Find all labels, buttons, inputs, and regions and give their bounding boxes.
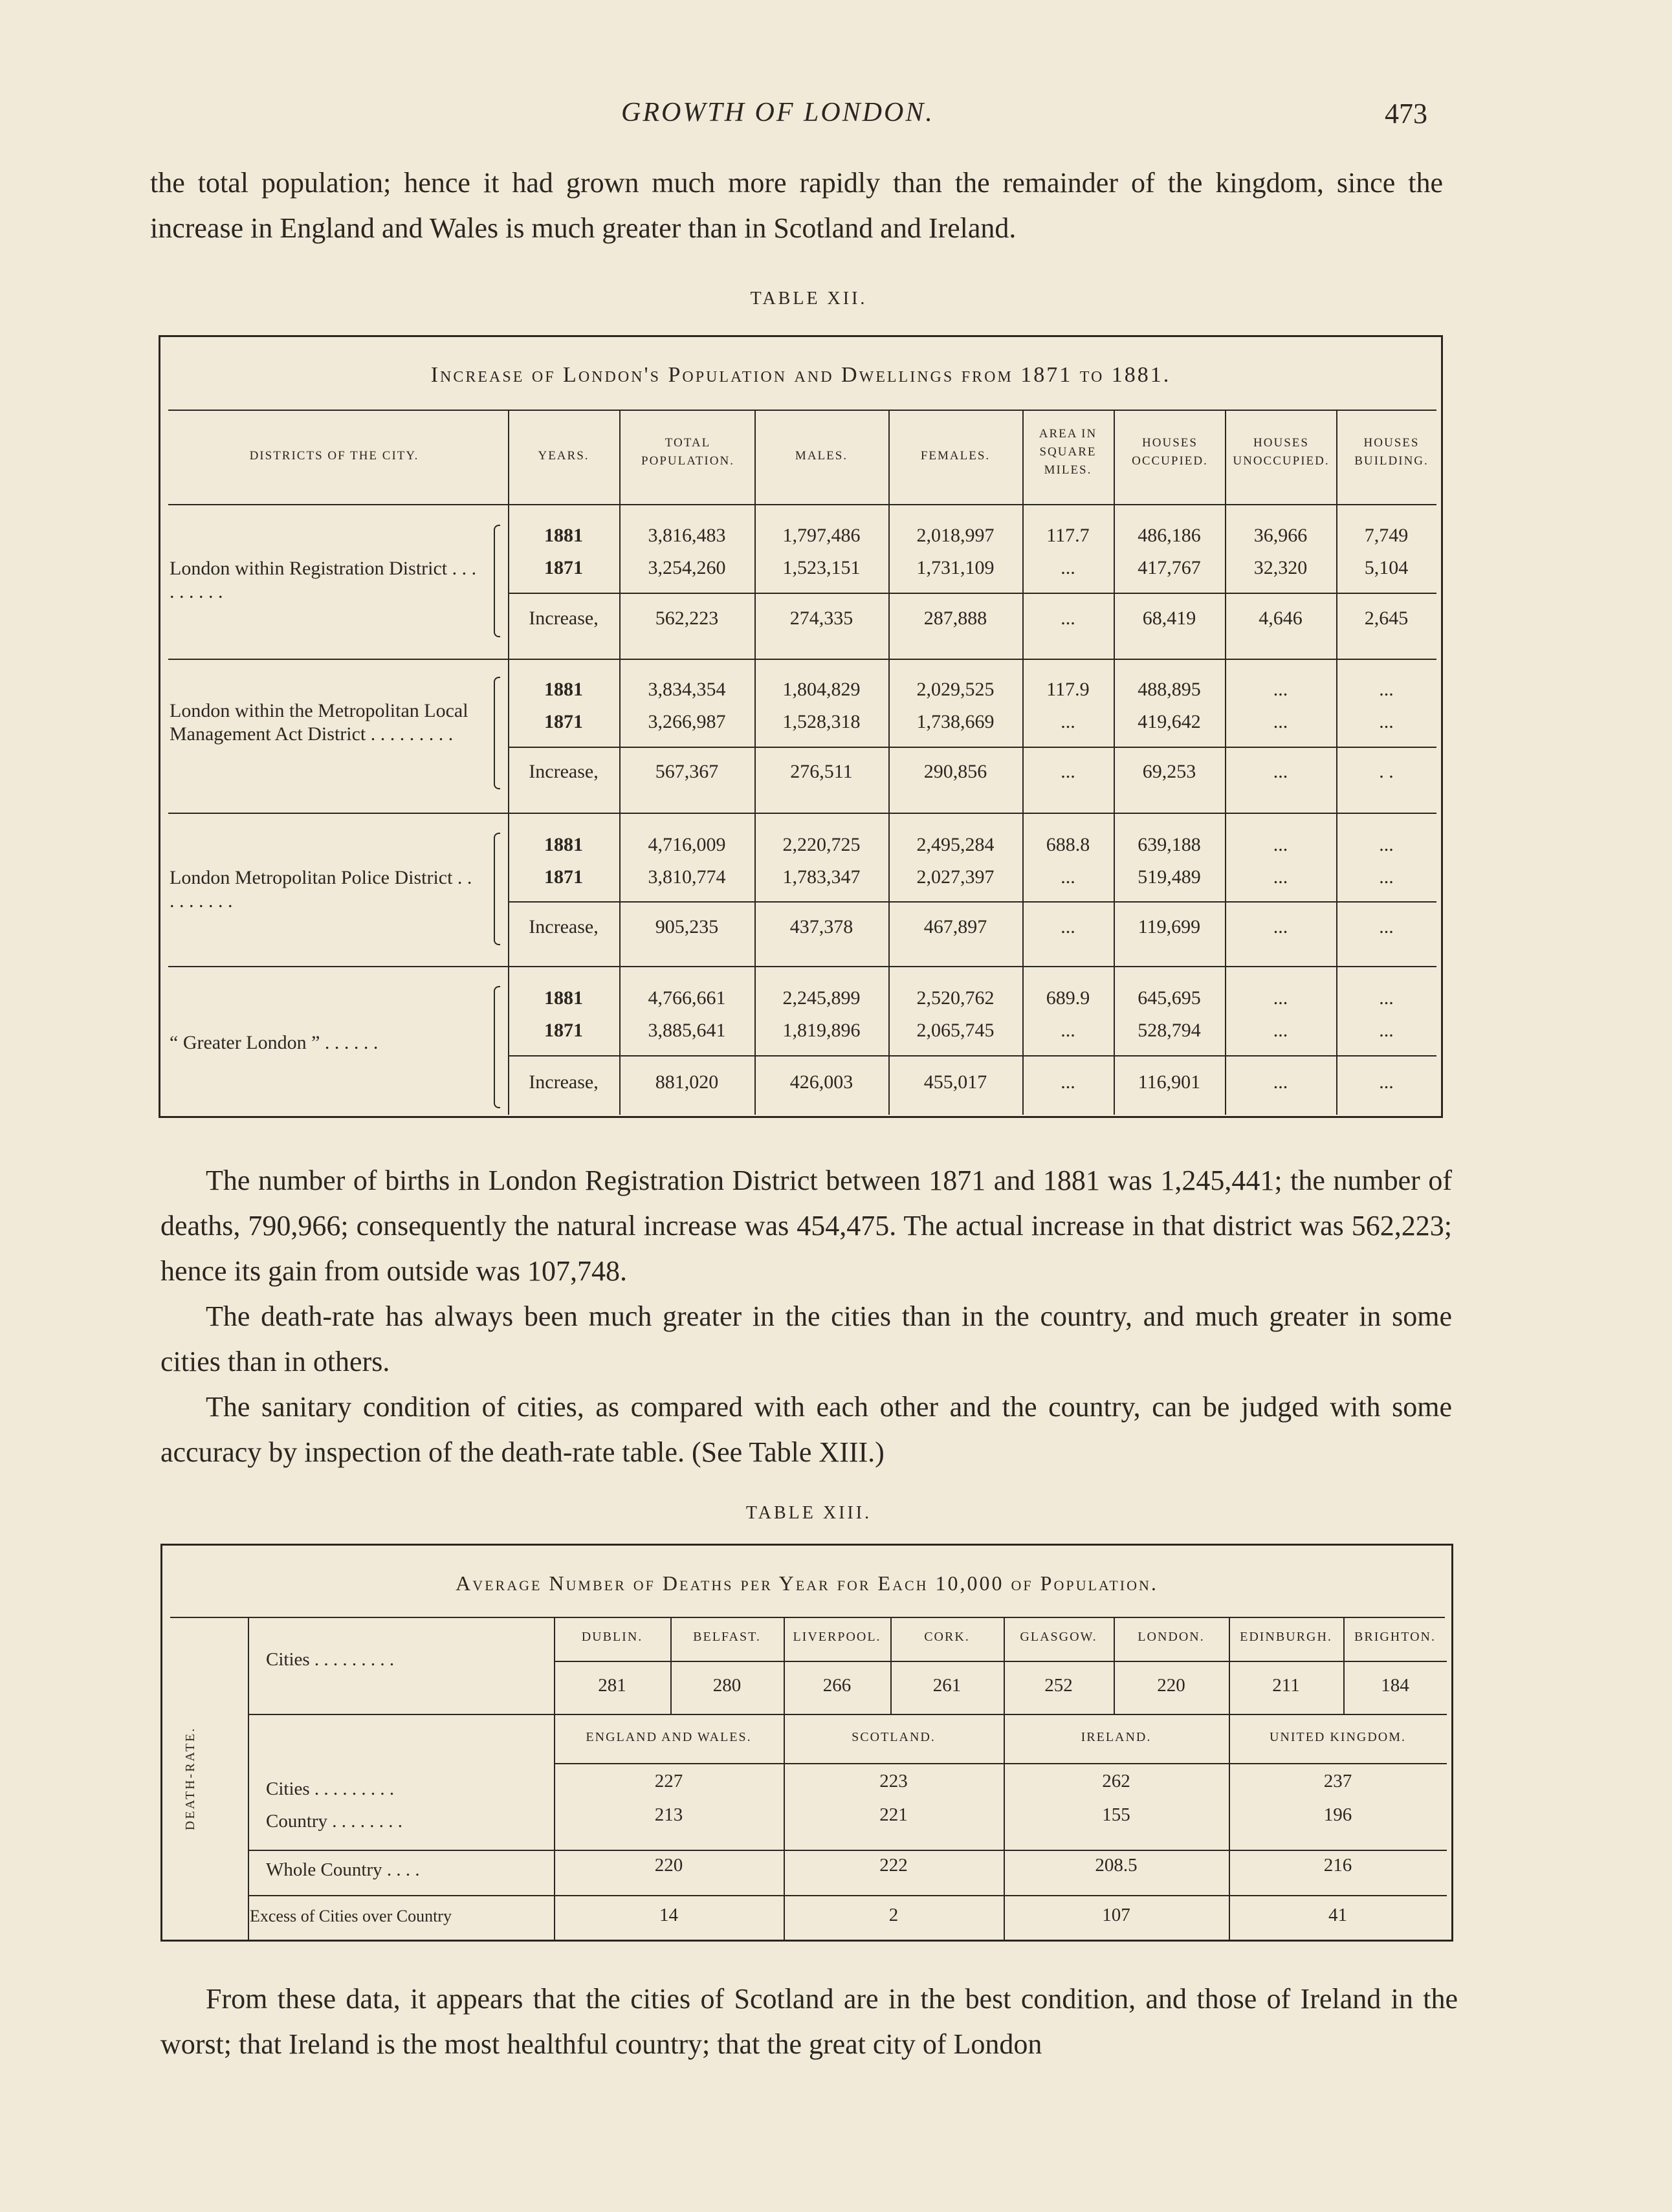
table-12-title: Increase of London's Population and Dwellings from 1871 to 1881. [430, 363, 1171, 387]
building-cell: 5,104 [1364, 557, 1409, 578]
occupied-cell: 519,489 [1138, 866, 1201, 888]
excess-england-wales: 14 [659, 1905, 678, 1925]
value-liverpool: 266 [822, 1675, 852, 1696]
females-cell: 2,018,997 [916, 525, 995, 546]
occupied-cell: 486,186 [1138, 525, 1201, 546]
males-cell: 274,335 [789, 608, 853, 629]
area-cell: 117.9 [1046, 679, 1090, 700]
area-cell: ... [1061, 916, 1075, 937]
city-glasgow: GLASGOW. [1020, 1630, 1097, 1644]
occupied-cell: 488,895 [1138, 679, 1201, 700]
males-cell: 1,783,347 [782, 866, 861, 888]
country-ireland: 155 [1102, 1804, 1130, 1825]
unoccupied-cell: ... [1273, 916, 1288, 937]
value-london: 220 [1157, 1675, 1185, 1696]
area-cell: ... [1061, 1071, 1075, 1093]
females-cell: 2,027,397 [916, 866, 995, 888]
header-districts: DISTRICTS OF THE CITY. [249, 449, 419, 463]
header-houses-building: HOUSES BUILDING. [1354, 436, 1429, 468]
females-cell: 2,495,284 [916, 834, 995, 855]
area-cell: ... [1061, 761, 1075, 782]
value-edinburgh: 211 [1272, 1675, 1300, 1696]
total-cell: 3,266,987 [648, 711, 726, 732]
building-cell: ... [1379, 1071, 1394, 1093]
occupied-cell: 68,419 [1142, 608, 1196, 629]
unoccupied-cell: 4,646 [1259, 608, 1303, 629]
table-13-caption: TABLE XIII. [745, 1503, 872, 1523]
year-cell: 1871 [544, 557, 583, 578]
building-cell: ... [1379, 916, 1394, 937]
region-ireland: IRELAND. [1081, 1730, 1152, 1744]
building-cell: ... [1379, 866, 1394, 888]
year-cell: 1871 [544, 1020, 583, 1041]
unoccupied-cell: ... [1273, 834, 1288, 855]
area-cell: ... [1061, 608, 1075, 629]
whole-united-kingdom: 216 [1323, 1855, 1352, 1876]
females-cell: 2,029,525 [916, 679, 995, 700]
country-england-wales: 213 [654, 1804, 683, 1825]
increase-label: Increase, [529, 608, 599, 629]
row-label-cities: Cities . . . . . . . . . [266, 1779, 395, 1799]
year-cell: 1881 [544, 834, 583, 855]
males-cell: 1,528,318 [782, 711, 861, 732]
district-police: London Metropolitan Police District . . . . . . . . . [170, 867, 472, 912]
paragraph-3: From these data, it appears that the cities of Scotland are in the best condition, and those of Ireland in the worst; that Ireland is the most healthful country; that the great city of London [160, 1983, 1458, 2060]
unoccupied-cell: 36,966 [1253, 525, 1308, 546]
whole-scotland: 222 [879, 1855, 908, 1876]
occupied-cell: 69,253 [1142, 761, 1196, 782]
occupied-cell: 528,794 [1138, 1020, 1201, 1041]
unoccupied-cell: ... [1273, 987, 1288, 1009]
header-houses-unoccupied: HOUSES UNOCCUPIED. [1233, 436, 1330, 468]
building-cell: 2,645 [1364, 608, 1409, 629]
value-dublin: 281 [598, 1675, 626, 1696]
district-greater-london: “ Greater London ” . . . . . . [170, 1032, 379, 1053]
paragraph-2: The number of births in London Registration District between 1871 and 1881 was 1,245,441; the number of deaths, 790,966; consequently the natural increase was 454,475. The actual increase in that district was 562,223; hence its gain from outside was 107,748. The death-rate has always been much greater in the cities than in the country, and much greater in some cities than in others. The sanitary condition of cities, as compared with each other and the country, can be judged with some accuracy by inspection of the death-rate table. (See Table XIII.) [160, 1165, 1452, 1468]
total-cell: 4,766,661 [648, 987, 726, 1009]
occupied-cell: 419,642 [1138, 711, 1201, 732]
city-belfast: BELFAST. [693, 1630, 761, 1644]
row-label-whole-country: Whole Country . . . . [266, 1859, 420, 1880]
header-houses-occupied: HOUSES OCCUPIED. [1132, 436, 1208, 468]
males-cell: 2,245,899 [782, 987, 861, 1009]
cities-england-wales: 227 [654, 1771, 683, 1791]
total-cell: 562,223 [655, 608, 719, 629]
unoccupied-cell: 32,320 [1253, 557, 1308, 578]
year-cell: 1881 [544, 987, 583, 1009]
header-males: MALES. [795, 449, 848, 463]
running-title: GROWTH OF LONDON. [621, 98, 934, 127]
building-cell: ... [1379, 679, 1394, 700]
unoccupied-cell: ... [1273, 679, 1288, 700]
cities-label: Cities . . . . . . . . . [266, 1649, 395, 1670]
occupied-cell: 645,695 [1138, 987, 1201, 1009]
year-cell: 1871 [544, 866, 583, 888]
header-females: FEMALES. [920, 449, 991, 463]
region-england-wales: ENGLAND AND WALES. [586, 1730, 752, 1744]
building-cell: ... [1379, 834, 1394, 855]
header-area: AREA IN SQUARE MILES. [1039, 427, 1097, 477]
area-cell: 689.9 [1046, 987, 1090, 1009]
unoccupied-cell: ... [1273, 1071, 1288, 1093]
whole-ireland: 208.5 [1095, 1855, 1138, 1876]
males-cell: 1,804,829 [782, 679, 861, 700]
district-metropolitan-local: London within the Metropolitan Local Management Act District . . . . . . . . . [170, 700, 468, 745]
value-cork: 261 [932, 1675, 962, 1696]
page-number: 473 [1385, 98, 1427, 129]
country-scotland: 221 [879, 1804, 908, 1825]
value-glasgow: 252 [1044, 1675, 1073, 1696]
females-cell: 290,856 [923, 761, 987, 782]
females-cell: 1,738,669 [916, 711, 995, 732]
building-cell: ... [1379, 987, 1394, 1009]
males-cell: 1,523,151 [782, 557, 861, 578]
unoccupied-cell: ... [1273, 1020, 1288, 1041]
total-cell: 4,716,009 [648, 834, 726, 855]
cities-ireland: 262 [1102, 1771, 1130, 1791]
table-12 [159, 335, 1443, 1118]
occupied-cell: 417,767 [1138, 557, 1201, 578]
death-rate-label: DEATH-RATE. [183, 1726, 197, 1830]
females-cell: 467,897 [923, 916, 987, 937]
males-cell: 2,220,725 [782, 834, 861, 855]
males-cell: 1,797,486 [782, 525, 861, 546]
city-dublin: DUBLIN. [581, 1630, 643, 1644]
city-brighton: BRIGHTON. [1354, 1630, 1436, 1644]
increase-label: Increase, [529, 761, 599, 782]
increase-label: Increase, [529, 1071, 599, 1093]
males-cell: 426,003 [789, 1071, 853, 1093]
males-cell: 1,819,896 [782, 1020, 861, 1041]
city-edinburgh: EDINBURGH. [1240, 1630, 1332, 1644]
unoccupied-cell: ... [1273, 711, 1288, 732]
area-cell: ... [1061, 557, 1075, 578]
paragraph-1: the total population; hence it had grown much more rapidly than the remainder of the kingdom, since the increase in England and Wales is much greater than in Scotland and Ireland. [150, 167, 1443, 244]
header-total-population: TOTAL POPULATION. [641, 436, 734, 468]
unoccupied-cell: ... [1273, 761, 1288, 782]
table-13 [160, 1544, 1453, 1942]
unoccupied-cell: ... [1273, 866, 1288, 888]
building-cell: . . [1379, 761, 1394, 782]
building-cell: ... [1379, 1020, 1394, 1041]
excess-united-kingdom: 41 [1328, 1905, 1347, 1925]
females-cell: 2,520,762 [916, 987, 995, 1009]
males-cell: 437,378 [789, 916, 853, 937]
increase-label: Increase, [529, 916, 599, 937]
females-cell: 455,017 [923, 1071, 987, 1093]
total-cell: 3,885,641 [648, 1020, 726, 1041]
area-cell: 117.7 [1046, 525, 1090, 546]
area-cell: ... [1061, 711, 1075, 732]
running-head [0, 97, 1672, 136]
males-cell: 276,511 [790, 761, 853, 782]
city-liverpool: LIVERPOOL. [793, 1630, 881, 1644]
females-cell: 287,888 [923, 608, 987, 629]
area-cell: ... [1061, 1020, 1075, 1041]
occupied-cell: 639,188 [1138, 834, 1201, 855]
building-cell: ... [1379, 711, 1394, 732]
total-cell: 3,834,354 [648, 679, 726, 700]
district-registration: London within Registration District . . . . . . . . . [170, 558, 477, 602]
total-cell: 3,810,774 [648, 866, 726, 888]
year-cell: 1881 [544, 679, 583, 700]
region-scotland: SCOTLAND. [852, 1730, 936, 1744]
year-cell: 1871 [544, 711, 583, 732]
total-cell: 567,367 [655, 761, 719, 782]
building-cell: 7,749 [1364, 525, 1409, 546]
occupied-cell: 119,699 [1138, 916, 1201, 937]
total-cell: 881,020 [655, 1071, 719, 1093]
row-label-country: Country . . . . . . . . [266, 1811, 403, 1832]
females-cell: 2,065,745 [916, 1020, 995, 1041]
table-13-title: Average Number of Deaths per Year for Each 10,000 of Population. [456, 1571, 1158, 1595]
area-cell: 688.8 [1046, 834, 1090, 855]
value-brighton: 184 [1381, 1675, 1409, 1696]
excess-scotland: 2 [888, 1905, 899, 1925]
area-cell: ... [1061, 866, 1075, 888]
row-label-excess: Excess of Cities over Country [250, 1907, 452, 1925]
total-cell: 3,254,260 [648, 557, 726, 578]
country-united-kingdom: 196 [1323, 1804, 1352, 1825]
city-cork: CORK. [924, 1630, 970, 1644]
cities-united-kingdom: 237 [1323, 1771, 1352, 1791]
whole-england-wales: 220 [654, 1855, 683, 1876]
excess-ireland: 107 [1102, 1905, 1130, 1925]
cities-scotland: 223 [879, 1771, 908, 1791]
year-cell: 1881 [544, 525, 583, 546]
total-cell: 3,816,483 [648, 525, 726, 546]
value-belfast: 280 [712, 1675, 742, 1696]
table-12-caption: TABLE XII. [750, 289, 868, 309]
occupied-cell: 116,901 [1138, 1071, 1201, 1093]
females-cell: 1,731,109 [916, 557, 995, 578]
header-years: YEARS. [538, 449, 589, 463]
city-london: LONDON. [1138, 1630, 1205, 1644]
region-united-kingdom: UNITED KINGDOM. [1269, 1730, 1407, 1744]
total-cell: 905,235 [655, 916, 719, 937]
